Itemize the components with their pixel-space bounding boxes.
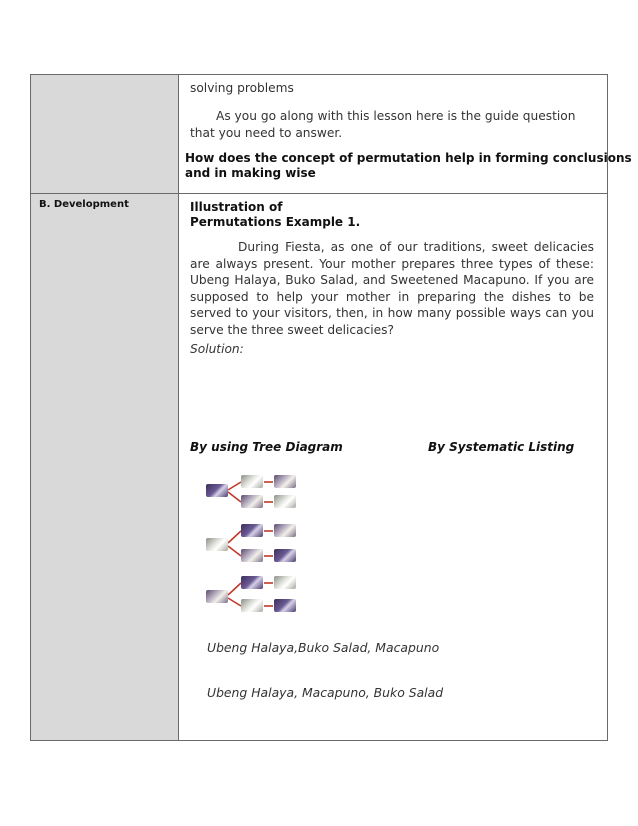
tree-branch xyxy=(228,583,241,595)
solution-label: Solution: xyxy=(190,342,244,356)
intro-line: solving problems xyxy=(190,81,294,95)
left-label-column xyxy=(31,75,179,740)
tree-branch xyxy=(228,531,241,543)
guide-question-line1: How does the concept of permutation help in forming conclusions xyxy=(185,151,632,165)
guide-question-line2: and in making wise xyxy=(185,166,316,180)
listing-item: Ubeng Halaya, Macapuno, Buko Salad xyxy=(207,685,444,700)
systematic-listing-label: By Systematic Listing xyxy=(428,440,575,454)
section-label-development: B. Development xyxy=(39,199,129,210)
tree-diagram xyxy=(205,470,305,620)
illustration-heading-line1: Illustration of xyxy=(190,200,283,214)
listing-item: Ubeng Halaya,Buko Salad, Macapuno xyxy=(207,640,440,655)
tree-branch xyxy=(228,546,241,556)
tree-branch xyxy=(228,482,241,490)
illustration-heading-line2: Permutations Example 1. xyxy=(190,215,361,229)
tree-branch xyxy=(228,598,241,606)
problem-paragraph: During Fiesta, as one of our traditions, sweet delicacies are always present. Your mother prepares three types of these: Ubeng Halaya, Buko Salad, and Sweetened Macapuno. If you are supposed to help your mother in preparing the dishes to be served to your visitors, then, in how many possible ways can you serve the three sweet delicacies? xyxy=(190,240,594,337)
row-divider xyxy=(31,193,607,194)
tree-diagram-label: By using Tree Diagram xyxy=(190,440,343,454)
guide-paragraph: As you go along with this lesson here is the guide question that you need to answer. xyxy=(190,109,576,140)
tree-branch xyxy=(228,492,241,502)
